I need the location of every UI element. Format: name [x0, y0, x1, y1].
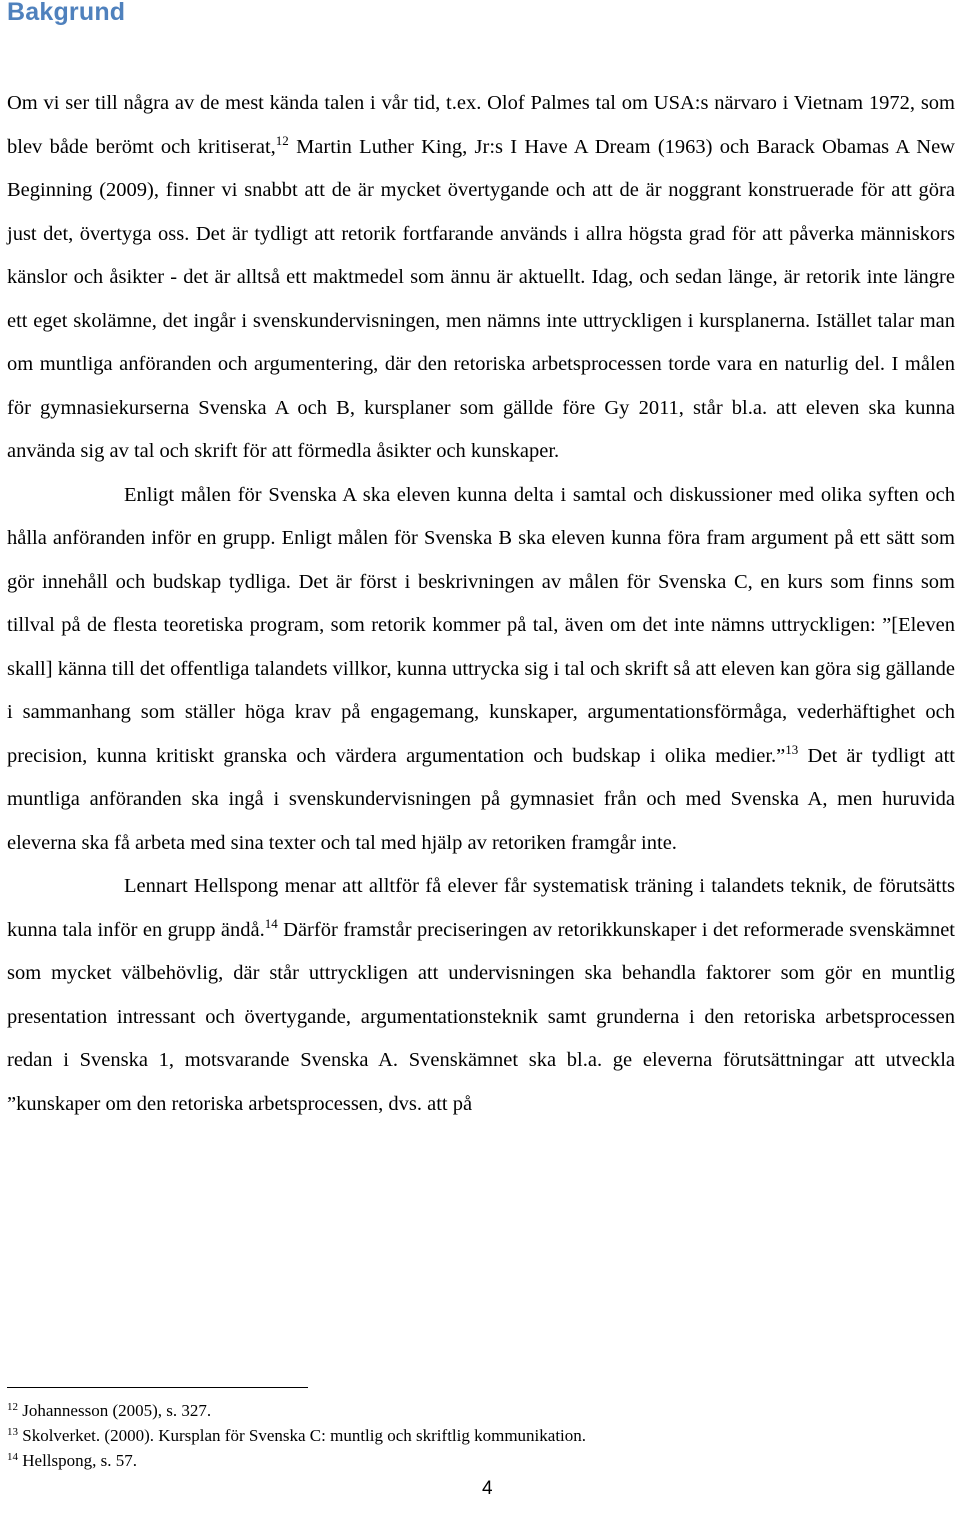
- paragraph-2: [7, 474, 955, 866]
- footnote-text: Johannesson (2005), s. 327.: [18, 1401, 212, 1420]
- footnote-text: Skolverket. (2000). Kursplan för Svenska C: muntlig och skriftlig kommunikation.: [18, 1426, 587, 1445]
- footnotes: [7, 1398, 955, 1473]
- footnote-ref-14: 14: [264, 915, 278, 931]
- footnote-ref-13: 13: [785, 741, 799, 757]
- footnote-number: 12: [7, 1401, 18, 1413]
- paragraph-text: Därför framstår preciseringen av retorikkunskaper i det reformerade svenskämnet som mycket välbehövlig, där står uttryckligen att undervisningen ska behandla faktorer som gör en muntlig presentation intressant och övertygande, argumentationsteknik samt grunderna i den retoriska arbetsprocessen redan i Svenska 1, motsvarande Svenska A. Svenskämnet ska bl.a. ge eleverna förutsättningar att utveckla ”kunskaper om den retoriska arbetsprocessen, dvs. att på: [7, 918, 955, 1115]
- paragraph-3: [7, 865, 955, 1126]
- paragraph-text: Lennart Hellspong menar att alltför få elever får systematisk träning i talandets teknik, de förutsätts kunna tala inför en grupp ändå.: [7, 875, 955, 941]
- footnote-12: [7, 1398, 955, 1423]
- paragraph-text: Det är tydligt att muntliga anföranden ska ingå i svenskundervisningen på gymnasiet från och med Svenska A, men huruvida eleverna ska få arbeta med sina texter och tal med hjälp av retoriken framgår inte.: [7, 744, 955, 854]
- page-number: 4: [482, 1478, 493, 1499]
- footnote-number: 14: [7, 1451, 18, 1463]
- section-heading: Bakgrund: [7, 0, 126, 26]
- footnote-13: [7, 1423, 955, 1448]
- footnote-ref-12: 12: [275, 132, 289, 148]
- footnote-number: 13: [7, 1426, 18, 1438]
- paragraph-text: Martin Luther King, Jr:s I Have A Dream (1963) och Barack Obamas A New Beginning (2009), finner vi snabbt att de är mycket övertygande och att de är noggrant konstruerade för att göra just det, övertyga oss. Det är tydligt att retorik fortfarande används i allra högsta grad för att påverka människors känslor och åsikter - det är alltså ett maktmedel som ännu är aktuellt. Idag, och sedan länge, är retorik inte längre ett eget skolämne, det ingår i svenskundervisningen, men nämns inte uttryckligen i kursplanerna. Istället talar man om muntliga anföranden och argumentering, där den retoriska arbetsprocessen torde vara en naturlig del. I målen för gymnasiekurserna Svenska A och B, kursplaner som gällde före Gy 2011, står bl.a. att eleven ska kunna använda sig av tal och skrift för att förmedla åsikter och kunskaper.: [7, 135, 955, 462]
- footnote-separator: [7, 1387, 308, 1388]
- paragraph-1: [7, 82, 955, 474]
- paragraph-text: Enligt målen för Svenska A ska eleven kunna delta i samtal och diskussioner med olika syften och hålla anföranden inför en grupp. Enligt målen för Svenska B ska eleven kunna föra fram argument på ett sätt som gör innehåll och budskap tydliga. Det är först i beskrivningen av målen för Svenska C, en kurs som finns som tillval på de flesta teoretiska program, som retorik kommer på tal, även om det inte nämns uttryckligen: ”[Eleven skall] känna till det offentliga talandets villkor, kunna uttrycka sig i tal och skrift så att eleven kan göra sig gällande i sammanhang som ställer höga krav på engagemang, kunskaper, argumentationsförmåga, vederhäftighet och precision, kunna kritiskt granska och värdera argumentation och budskap i olika medier.”: [7, 483, 955, 767]
- body-text: [7, 82, 955, 1126]
- footnote-14: [7, 1448, 955, 1473]
- paragraph-text: Om vi ser till några av de mest kända talen i vår tid, t.ex. Olof Palmes tal om USA:s närvaro i Vietnam 1972, som blev både berömt och kritiserat,: [7, 92, 955, 158]
- footnote-text: Hellspong, s. 57.: [18, 1451, 137, 1470]
